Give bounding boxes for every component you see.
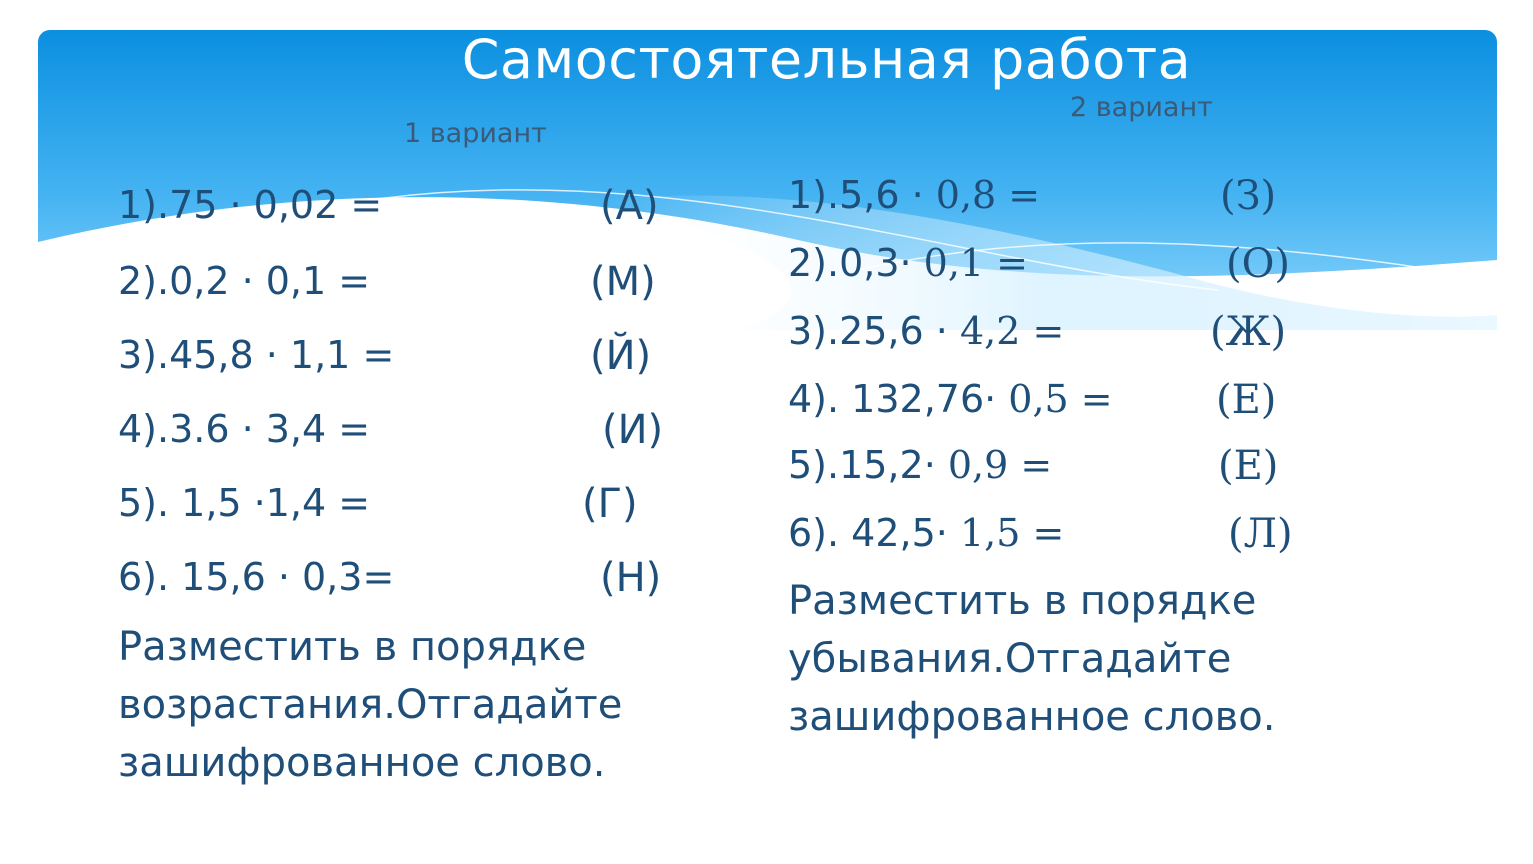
v1-instruction-line-1: Разместить в порядке	[118, 624, 587, 670]
v2-equation-3	[788, 309, 1065, 353]
variant-2-label: 2 вариант	[1070, 92, 1213, 123]
slide-title: Самостоятельная работа	[461, 28, 1192, 91]
v2-equation-4	[788, 377, 1113, 421]
v1-equation-3: 3).45,8 · 1,1 =	[118, 333, 395, 377]
v1-letter-3: (Й)	[590, 333, 652, 379]
v2-equation-2-rest: 0,1 =	[923, 241, 1029, 285]
v2-equation-1-rest: 0,8 =	[935, 173, 1041, 217]
v2-equation-6	[788, 511, 1065, 555]
v2-letter-3: (Ж)	[1210, 309, 1287, 355]
v1-equation-2: 2).0,2 · 0,1 =	[118, 259, 371, 303]
v2-equation-2	[788, 241, 1029, 285]
v1-instruction-line-3: зашифрованное слово.	[118, 740, 606, 786]
v1-letter-5: (Г)	[582, 481, 638, 527]
v1-equation-5: 5). 1,5 ·1,4 =	[118, 481, 371, 525]
v2-equation-6-prefix: 6). 42,5·	[788, 511, 960, 555]
v2-letter-1: (З)	[1220, 173, 1277, 219]
v2-equation-5-rest: 0,9 =	[947, 443, 1053, 487]
v2-letter-2: (О)	[1226, 241, 1291, 287]
v2-instruction-line-1: Разместить в порядке	[788, 578, 1257, 624]
v2-instruction-line-3: зашифрованное слово.	[788, 694, 1276, 740]
v1-letter-4: (И)	[602, 407, 664, 453]
v2-equation-2-prefix: 2).0,3·	[788, 241, 924, 285]
v1-equation-1: 1).75 · 0,02 =	[118, 183, 383, 227]
v2-equation-3-prefix: 3).25,6 ·	[788, 309, 960, 353]
v2-equation-4-rest: 0,5 =	[1008, 377, 1113, 421]
v2-instruction-line-2: убывания.Отгадайте	[788, 636, 1232, 682]
v1-letter-6: (Н)	[600, 555, 662, 601]
v1-equation-4: 4).3.6 · 3,4 =	[118, 407, 371, 451]
v2-letter-4: (Е)	[1216, 377, 1277, 423]
v1-equation-6: 6). 15,6 · 0,3=	[118, 555, 395, 599]
v1-letter-1: (А)	[600, 183, 659, 229]
variant-1-label: 1 вариант	[404, 118, 547, 149]
v1-instruction-line-2: возрастания.Отгадайте	[118, 682, 623, 728]
v2-equation-5-prefix: 5).15,2·	[788, 443, 948, 487]
v2-equation-3-rest: 4,2 =	[959, 309, 1065, 353]
v1-letter-2: (М)	[590, 259, 656, 305]
v2-letter-6: (Л)	[1228, 511, 1293, 557]
v1-instruction	[118, 618, 622, 792]
v2-equation-6-rest: 1,5 =	[959, 511, 1065, 555]
v2-equation-1	[788, 173, 1041, 217]
v2-equation-1-prefix: 1).5,6 ·	[788, 173, 936, 217]
v2-instruction	[788, 572, 1275, 746]
v2-equation-4-prefix: 4). 132,76·	[788, 377, 1009, 421]
v2-letter-5: (Е)	[1218, 443, 1279, 489]
v2-equation-5	[788, 443, 1053, 487]
